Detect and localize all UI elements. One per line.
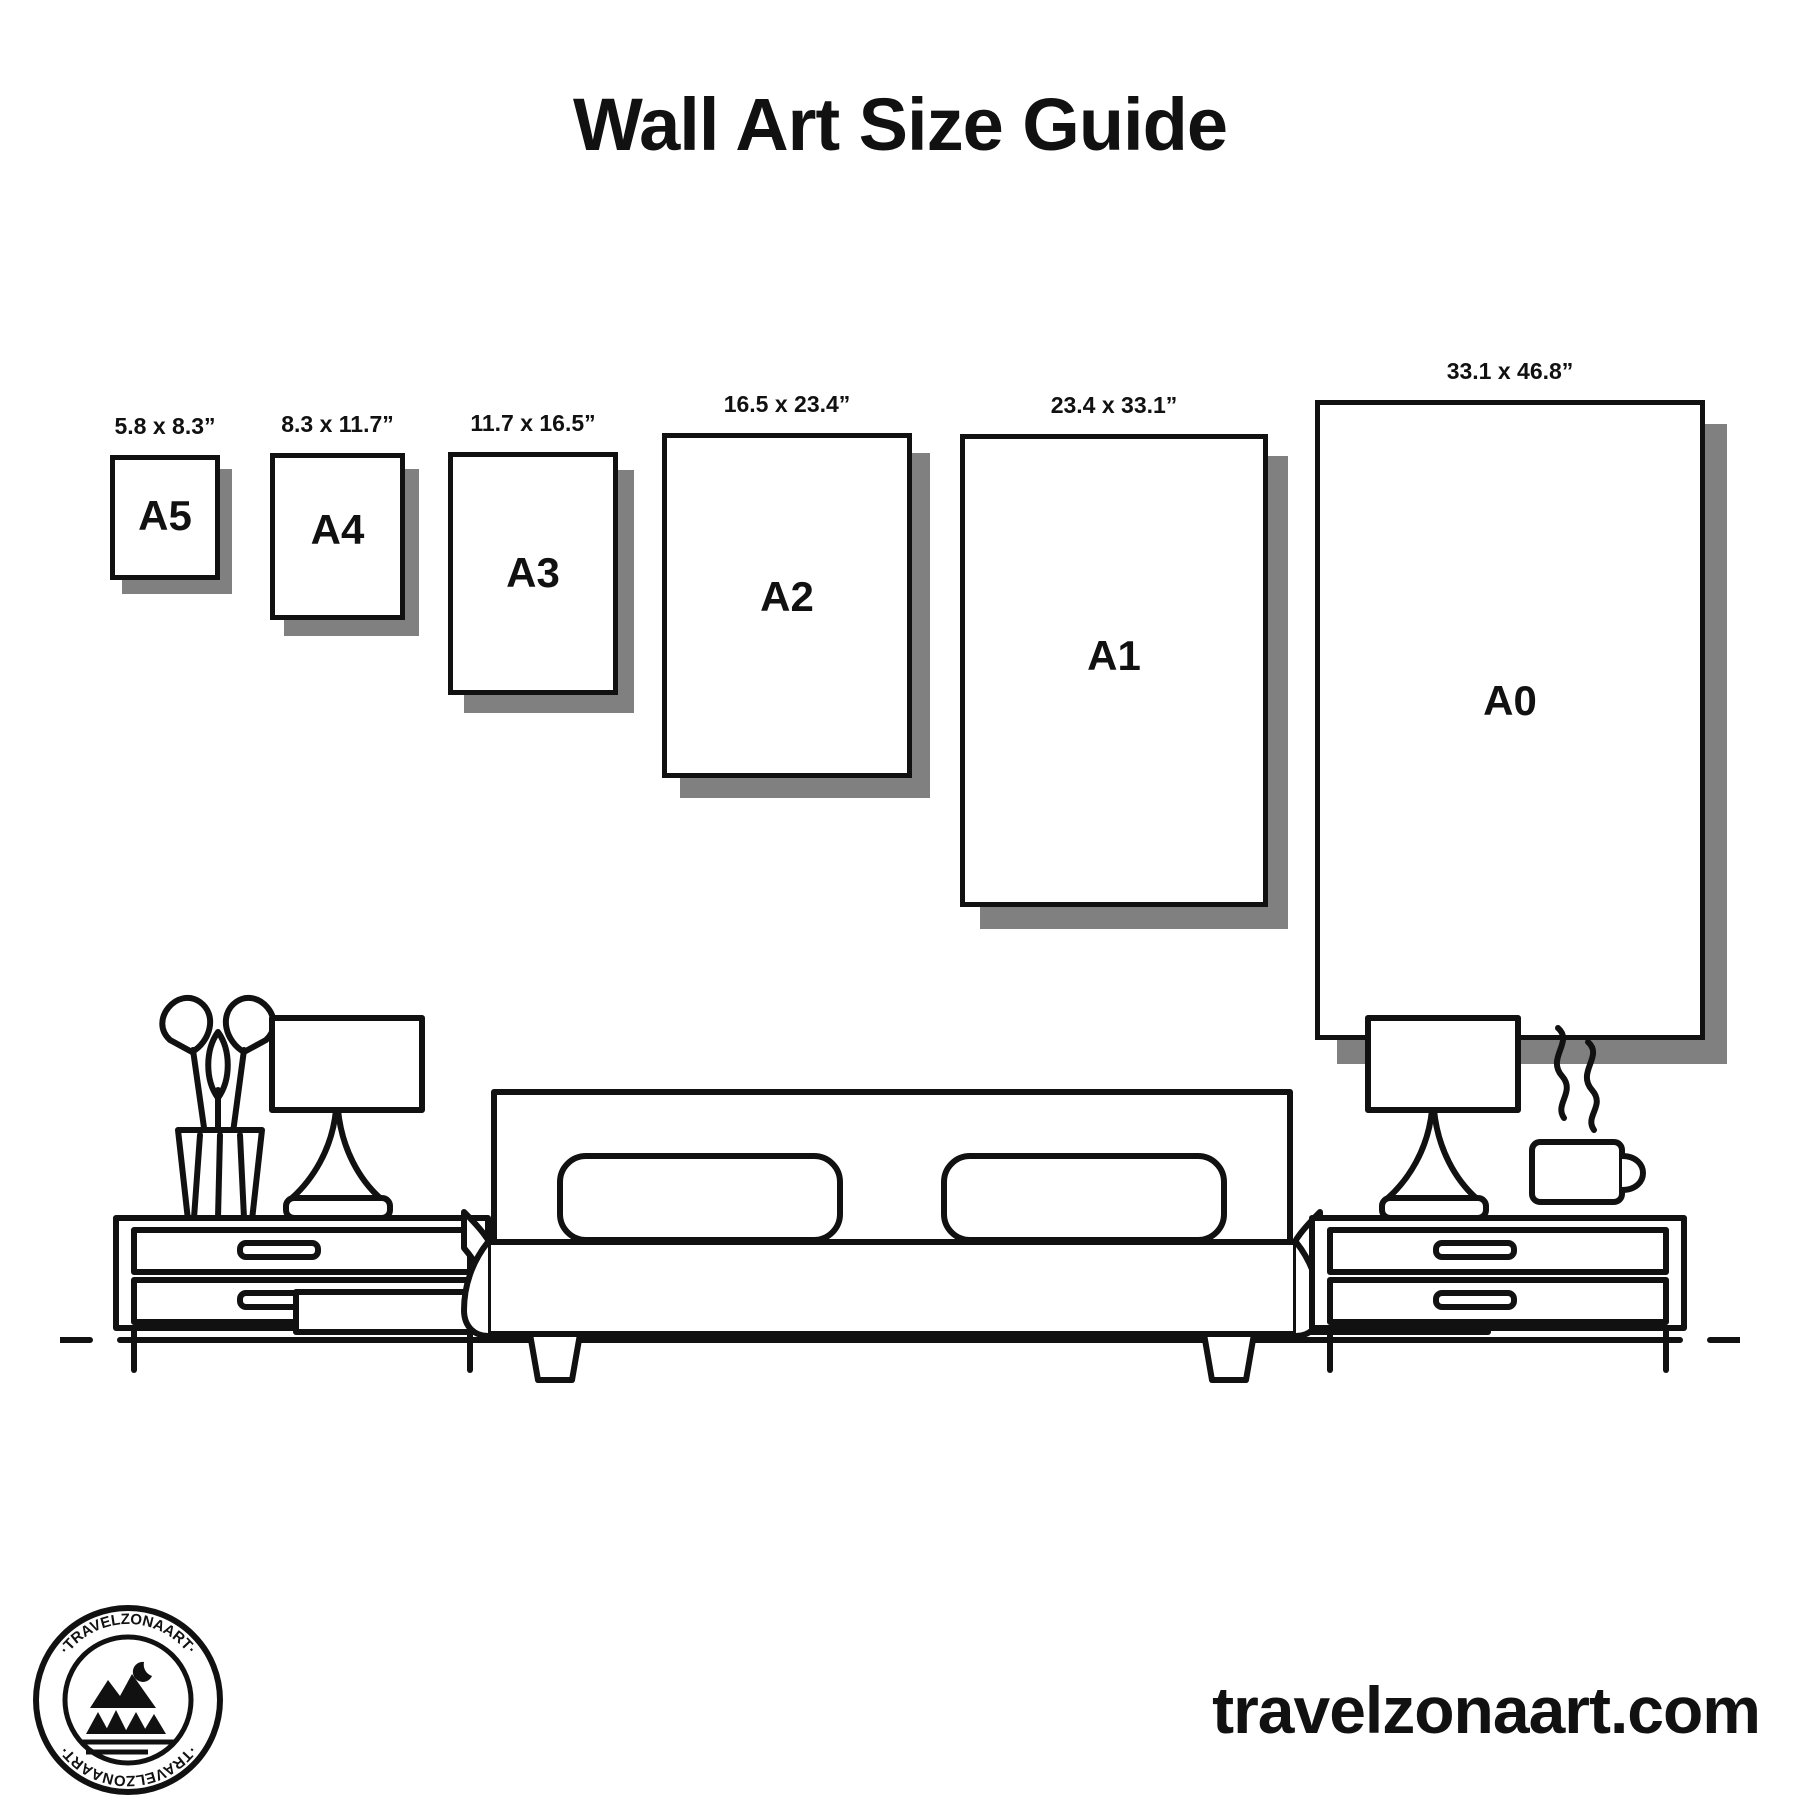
frame-dimension-label-a2: 16.5 x 23.4” [723,391,851,417]
frame-label-a1: A1 [1087,632,1141,679]
logo-landscape-icon [80,1662,176,1752]
frame-dimension-label-a0: 33.1 x 46.8” [1446,358,1574,384]
frame-box-a0[interactable] [1315,400,1705,1040]
frame-label-a2: A2 [760,573,814,620]
frame-label-a0: A0 [1483,677,1537,724]
brand-logo[interactable] [28,1600,228,1800]
frame-box-a2[interactable] [662,433,912,778]
nightstand-right [1312,1218,1684,1370]
frame-dimension-label-a1: 23.4 x 33.1” [1050,392,1178,418]
table-lamp-left [272,1018,422,1218]
site-url[interactable]: travelzonaart.com [1212,1673,1760,1747]
coffee-cup [1532,1028,1643,1202]
frame-box-a5[interactable] [110,455,220,580]
frame-group-a1 [960,392,1268,907]
logo-text-bottom: ·TRAVELZONAART· [56,1742,200,1790]
frame-group-a0 [1315,358,1705,1040]
page-title: Wall Art Size Guide [573,83,1227,166]
vase-with-plant [162,998,273,1220]
frame-dimension-label-a3: 11.7 x 16.5” [470,410,596,436]
frame-label-a4: A4 [310,506,365,553]
bedroom-illustration [60,980,1740,1400]
frame-group-a2 [662,391,912,778]
frame-dimension-label-a5: 5.8 x 8.3” [114,413,216,439]
frame-label-a3: A3 [506,549,560,596]
logo-text-top: ·TRAVELZONAART· [56,1610,200,1658]
frame-group-a3 [448,410,618,695]
frame-box-a4[interactable] [270,453,405,620]
table-lamp-right [1368,1018,1518,1218]
frame-group-a5 [110,413,220,580]
frame-box-a3[interactable] [448,452,618,695]
frame-box-a1[interactable] [960,434,1268,907]
frame-dimension-label-a4: 8.3 x 11.7” [281,411,394,437]
frame-label-a5: A5 [138,492,192,539]
frame-size-chart [0,280,1800,1000]
frame-group-a4 [270,411,405,620]
